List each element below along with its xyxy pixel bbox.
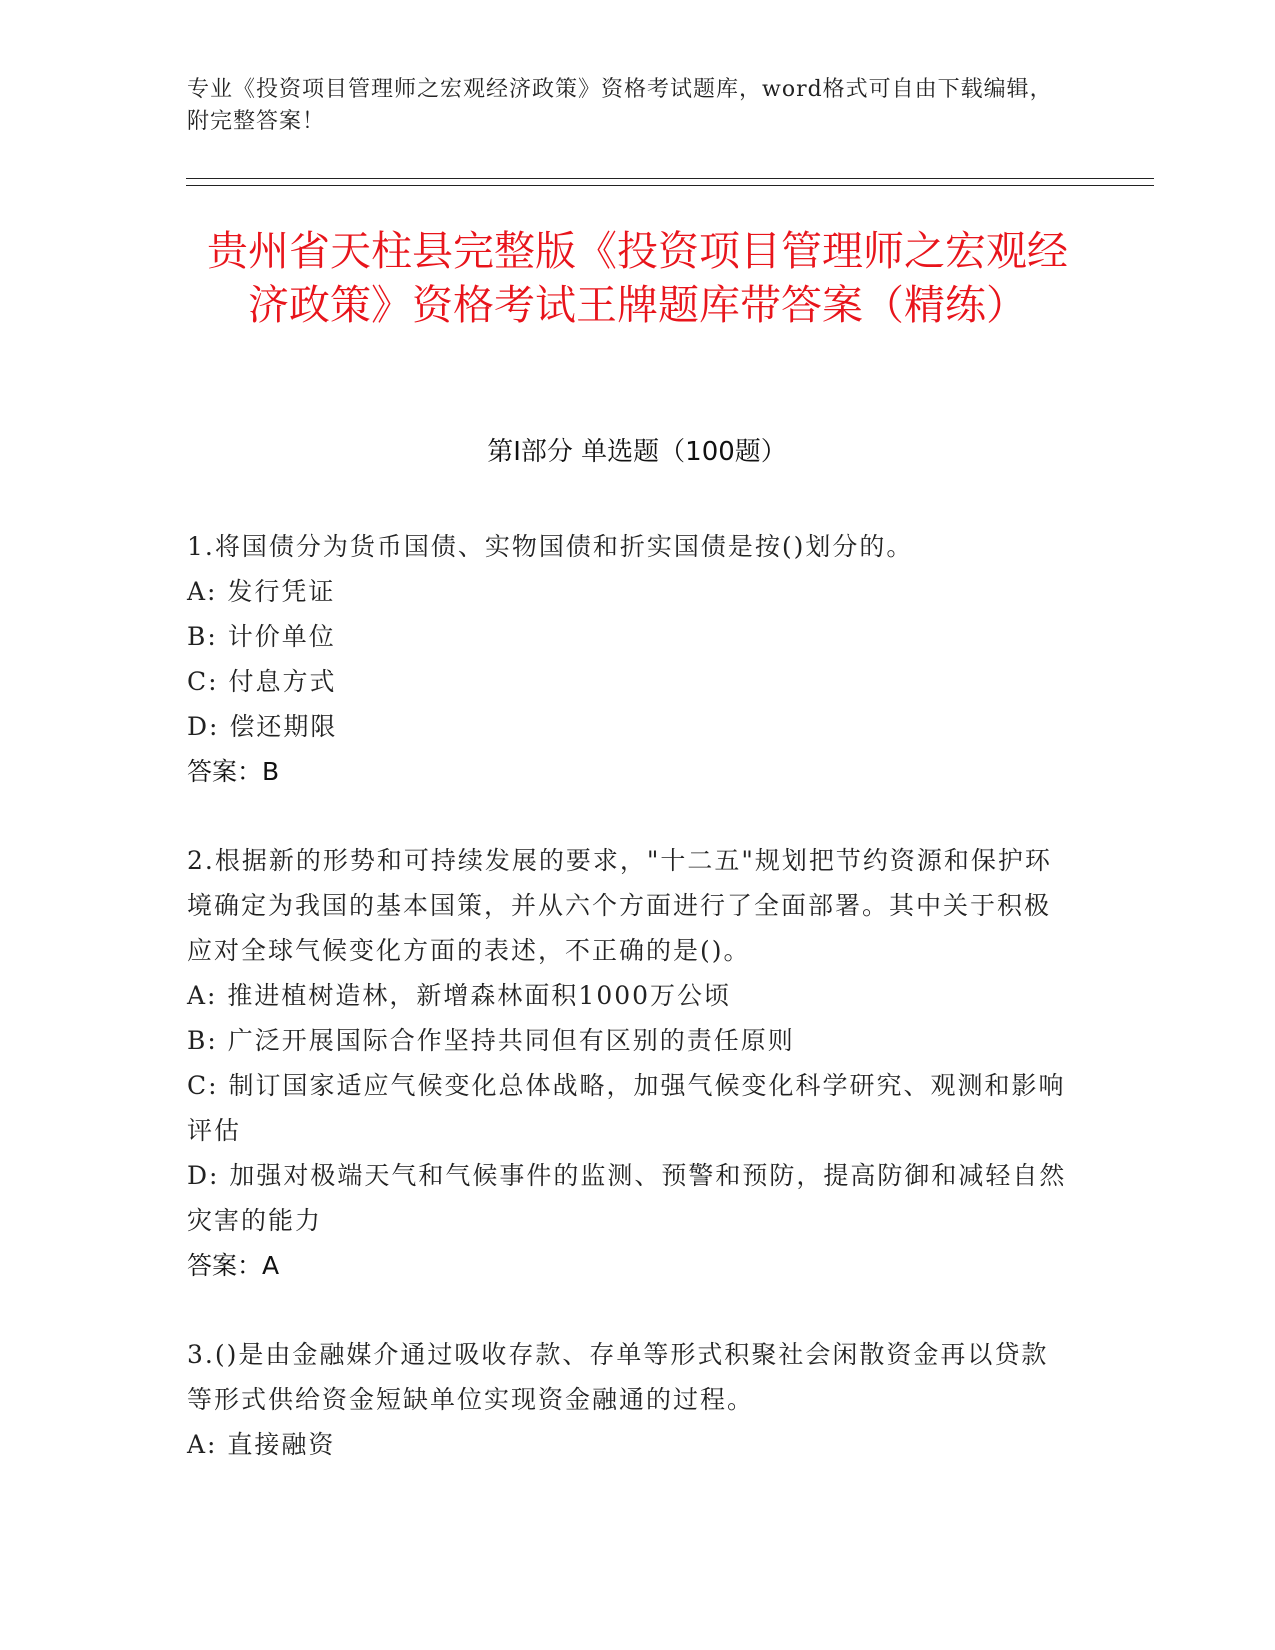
option-a: A: 推进植树造林，新增森林面积1000万公顷: [187, 981, 732, 1010]
question-stem: 3.()是由金融媒介通过吸收存款、存单等形式积聚社会闲散资金再以贷款等形式供给资金短缺单位实现资金融通的过程。: [187, 1340, 1049, 1414]
question-2: [187, 838, 1067, 1288]
option-b: B: 计价单位: [187, 622, 336, 651]
header-divider-bottom: [186, 185, 1154, 186]
question-list: [187, 524, 1067, 1511]
question-stem: 1.将国债分为货币国债、实物国债和折实国债是按()划分的。: [187, 532, 914, 561]
document-title: 贵州省天柱县完整版《投资项目管理师之宏观经济政策》资格考试王牌题库带答案（精练）: [207, 227, 1068, 329]
header-divider-top: [186, 178, 1154, 179]
option-d: D: 加强对极端天气和气候事件的监测、预警和预防，提高防御和减轻自然灾害的能力: [187, 1161, 1067, 1235]
answer-label: 答案：B: [187, 757, 280, 786]
option-c: C: 付息方式: [187, 667, 337, 696]
question-stem: 2.根据新的形势和可持续发展的要求，"十二五"规划把节约资源和保护环境确定为我国的基本国策，并从六个方面进行了全面部署。其中关于积极应对全球气候变化方面的表述，不正确的是()。: [187, 846, 1052, 965]
question-3: [187, 1332, 1067, 1467]
option-b: B: 广泛开展国际合作坚持共同但有区别的责任原则: [187, 1026, 795, 1055]
header-note: 专业《投资项目管理师之宏观经济政策》资格考试题库，word格式可自由下载编辑，附完整答案！: [187, 77, 1053, 134]
section-heading: 第I部分 单选题（100题）: [487, 437, 787, 467]
option-a: A: 发行凭证: [187, 577, 336, 606]
question-1: [187, 524, 1067, 794]
option-a: A: 直接融资: [187, 1430, 336, 1459]
option-d: D: 偿还期限: [187, 712, 338, 741]
answer-label: 答案：A: [187, 1251, 280, 1280]
option-c: C: 制订国家适应气候变化总体战略，加强气候变化科学研究、观测和影响评估: [187, 1071, 1066, 1145]
